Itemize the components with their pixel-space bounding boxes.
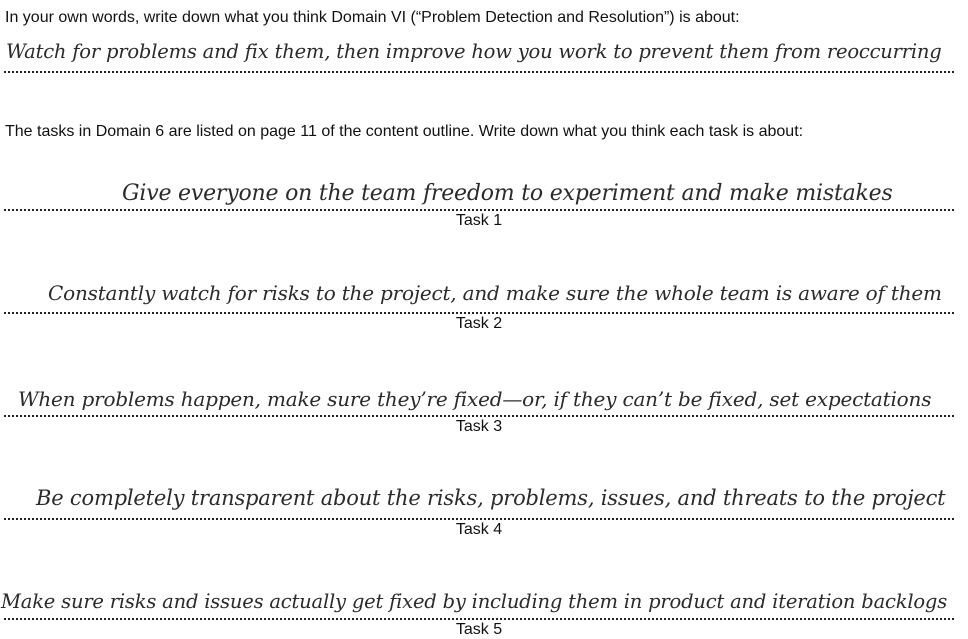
task-4-label: Task 4 [455, 521, 503, 538]
task-4-answer: Be completely transparent about the risks, problems, issues, and threats to the project [36, 486, 946, 510]
task-2-answer: Constantly watch for risks to the project, and make sure the whole team is aware of them [48, 281, 942, 305]
task-5-answer: Make sure risks and issues actually get fixed by including them in product and iteration backlogs [1, 590, 948, 613]
domain-prompt: In your own words, write down what you think Domain VI (“Problem Detection and Resolution”) is about: [5, 9, 740, 26]
task-1-label: Task 1 [455, 212, 503, 229]
task-5-label: Task 5 [455, 621, 503, 638]
task-5-line [4, 618, 954, 620]
task-3-label: Task 3 [455, 418, 503, 435]
task-1-answer: Give everyone on the team freedom to experiment and make mistakes [122, 181, 893, 206]
task-2-line [4, 312, 954, 314]
task-1-line [4, 209, 954, 211]
task-2-label: Task 2 [455, 315, 503, 332]
domain-answer: Watch for problems and fix them, then improve how you work to prevent them from reoccurring [6, 40, 942, 63]
task-4-line [4, 518, 954, 520]
task-3-answer: When problems happen, make sure they’re fixed—or, if they can’t be fixed, set expectations [18, 387, 932, 411]
tasks-prompt: The tasks in Domain 6 are listed on page 11 of the content outline. Write down what you think each task is about: [5, 123, 804, 140]
domain-answer-line [4, 71, 954, 73]
task-3-line [4, 415, 954, 417]
